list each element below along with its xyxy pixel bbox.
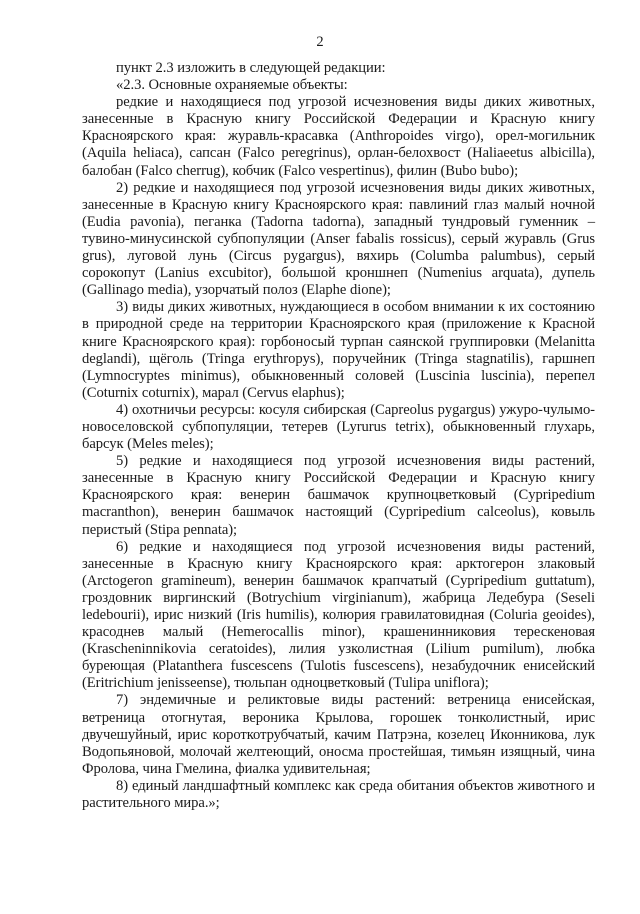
paragraph: «2.3. Основные охраняемые объекты: — [116, 77, 348, 94]
paragraph: 7) эндемичные и реликтовые виды растений: ветреница енисейская, ветреница отогнутая, вероника Крылова, горошек тонколистный, ирис двучешуйный, ирис короткотрубчатый, качим Патрэна, козелец Иконникова, лук Водопьяновой, молочай желтеющий, оносма простейшая, тимьян изящный, чина Фролова, чина Гмелина, фиалка удивительная; — [82, 692, 595, 777]
paragraph: 2) редкие и находящиеся под угрозой исчезновения виды диких животных, занесенные в Красную книгу Красноярского края: павлиний глаз малый ночной (Eudia pavonia), пеганка (Tadorna tadorna), западный тундровый гуменник – тувино-минусинской субпопуляции (Anser fabalis rossicus), серый журавль (Grus grus), луговой лунь (Circus pygargus), вяхирь (Columba palumbus), серый сорокопут (Lanius excubitor), большой кроншнеп (Numenius arquata), дупель (Gallinago media), узорчатый полоз (Elaphe dione); — [82, 179, 595, 299]
paragraph: 4) охотничьи ресурсы: косуля сибирская (Capreolus pygargus) ужуро-чулымо-новоселовской субпопуляции, тетерев (Lyrurus tetrix), обыкновенный глухарь, барсук (Meles meles); — [82, 401, 595, 453]
paragraph: 8) единый ландшафтный комплекс как среда обитания объектов животного и растительного мира.»; — [82, 777, 595, 812]
paragraph: пункт 2.3 изложить в следующей редакции: — [116, 60, 386, 76]
document-body — [82, 60, 595, 812]
paragraph: 6) редкие и находящиеся под угрозой исчезновения виды растений, занесенные в Красную книгу Красноярского края: арктогерон злаковый (Arctogeron gramineum), венерин башмачок крапчатый (Cypripedium guttatum), гроздовник виргинский (Botrychium virginianum), жабрица Ледебура (Seseli ledebourii), ирис низкий (Iris humilis), колюрия гравилатовидная (Coluria geoides), красоднев малый (Hemerocallis minor), крашенинниковия терескеновая (Krascheninnikovia ceratoides), лилия узколистная (Lilium pumilum), любка буреющая (Platanthera fuscescens (Tulotis fuscescens), незабудочник енисейский (Eritrichium jenisseense), тюльпан одноцветковый (Tulipa uniflora); — [82, 538, 595, 692]
paragraph: 3) виды диких животных, нуждающиеся в особом внимании к их состоянию в природной среде на территории Красноярского края (приложение к Красной книге Красноярского края): горбоносый турпан саянской группировки (Melanitta deglandi), щёголь (Tringa erythropys), поручейник (Tringa stagnatilis), гаршнеп (Lymnocryptes minimus), обыкновенный соловей (Luscinia luscinia), перепел (Coturnix coturnix), марал (Cervus elaphus); — [82, 299, 595, 401]
paragraph: 5) редкие и находящиеся под угрозой исчезновения виды растений, занесенные в Красную книгу Российской Федерации и Красную книгу Красноярского края: венерин башмачок крупноцветковый (Cypripedium macranthon), венерин башмачок настоящий (Cypripedium calceolus), ковыль перистый (Stipa pennata); — [82, 453, 595, 538]
page-number: 2 — [316, 34, 324, 50]
paragraph: редкие и находящиеся под угрозой исчезновения виды диких животных, занесенные в Красную книгу Российской Федерации и Красную книгу Красноярского края: журавль-красавка (Anthropoides virgo), орел-могильник (Aquila heliaca), сапсан (Falco peregrinus), орлан-белохвост (Haliaeetus albicilla), балобан (Falco cherrug), кобчик (Falco vespertinus), филин (Bubo bubo); — [82, 94, 595, 179]
